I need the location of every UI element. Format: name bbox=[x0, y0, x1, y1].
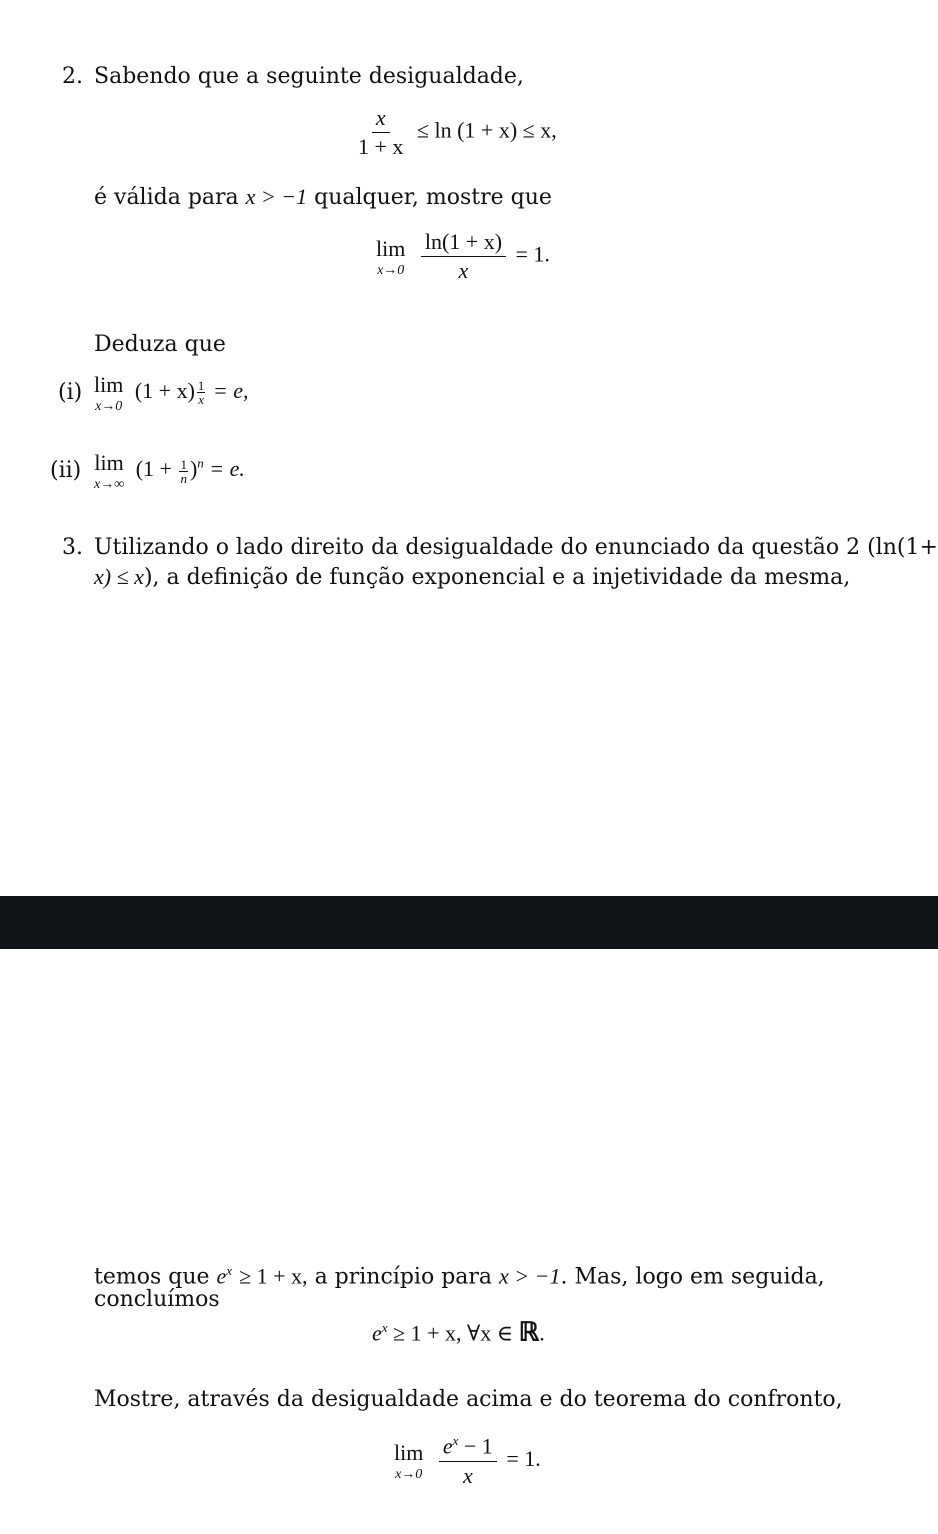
lim-subscript: x→0 bbox=[377, 262, 405, 278]
item-ii-pre: (1 + bbox=[135, 456, 172, 482]
cont-mid: a princípio para bbox=[314, 1264, 493, 1290]
continuation-line1 bbox=[94, 1258, 825, 1290]
validity-pre: é válida para bbox=[94, 185, 239, 210]
limit-fraction bbox=[421, 230, 506, 283]
lim-label: lim bbox=[376, 235, 406, 261]
fraction-numerator: ln(1 + x) bbox=[421, 230, 506, 257]
item-i-base: (1 + x) bbox=[134, 378, 195, 404]
lim-label: lim bbox=[94, 372, 124, 397]
limit-ln-equation bbox=[376, 230, 550, 283]
deduce-heading: Deduza que bbox=[94, 332, 226, 357]
limit-operator bbox=[394, 1440, 423, 1482]
limit-operator bbox=[376, 236, 405, 278]
eq-rest: ≥ 1 + x, ∀x ∈ bbox=[393, 1320, 514, 1346]
question-3-math: x) ≤ x bbox=[94, 564, 144, 589]
final-fraction bbox=[439, 1434, 497, 1488]
lim-label: lim bbox=[94, 450, 124, 475]
item-ii-post: ) bbox=[189, 456, 198, 482]
item-i-exponent bbox=[197, 379, 206, 406]
exp-base: e bbox=[442, 1433, 453, 1459]
validity-condition: x > −1 bbox=[245, 184, 308, 209]
fraction-denominator: 1 + x bbox=[358, 134, 404, 160]
exponent-numerator: 1 bbox=[197, 377, 205, 393]
lim-subscript: x→0 bbox=[95, 399, 123, 414]
item-i-equation bbox=[94, 372, 249, 414]
item-ii-exponent: n bbox=[197, 455, 204, 471]
question-2-number: 2. bbox=[62, 64, 83, 89]
exp-base: e bbox=[216, 1263, 227, 1289]
numerator-rest: − 1 bbox=[463, 1433, 493, 1459]
validity-line bbox=[94, 184, 552, 211]
validity-post: qualquer, mostre que bbox=[314, 185, 552, 210]
cont-inequality: ≥ 1 + x, bbox=[239, 1263, 308, 1289]
question-3-number: 3. bbox=[62, 535, 83, 560]
fraction-denominator: x bbox=[458, 258, 469, 284]
fraction-denominator: x bbox=[462, 1462, 473, 1488]
question-3-line1: Utilizando o lado direito da desigualdade do enunciado da questão 2 (ln(1+ bbox=[94, 535, 938, 560]
cont-post: . Mas, logo em seguida, bbox=[560, 1264, 825, 1290]
limit-operator bbox=[94, 372, 123, 414]
fraction-denominator: n bbox=[180, 470, 187, 486]
show-statement: Mostre, através da desigualdade acima e do teorema do confronto, bbox=[94, 1387, 843, 1412]
inequality-equation bbox=[350, 106, 557, 159]
item-ii-label: (ii) bbox=[50, 458, 82, 483]
limit-rhs: = 1. bbox=[515, 241, 550, 267]
limit-operator bbox=[94, 450, 124, 492]
final-limit-equation bbox=[394, 1434, 541, 1488]
exp-sup: x bbox=[226, 1263, 233, 1278]
fraction-numerator: x bbox=[372, 106, 390, 133]
question-3-line2 bbox=[94, 564, 850, 591]
item-i-label: (i) bbox=[58, 380, 83, 405]
final-rhs: = 1. bbox=[506, 1445, 541, 1471]
item-ii-equation bbox=[94, 450, 245, 492]
cont-pre: temos que bbox=[94, 1264, 210, 1290]
fraction-numerator bbox=[439, 1434, 497, 1462]
inequality-rest: ≤ ln (1 + x) ≤ x, bbox=[416, 117, 557, 143]
lim-subscript: x→∞ bbox=[94, 477, 125, 492]
exponent-denominator: x bbox=[198, 391, 205, 407]
exp-sup: x bbox=[381, 1320, 388, 1335]
exp-inequality-equation bbox=[372, 1315, 545, 1346]
fraction-numerator: 1 bbox=[180, 456, 187, 472]
lim-label: lim bbox=[394, 1439, 424, 1465]
item-ii-fraction bbox=[179, 458, 188, 485]
real-numbers-symbol: ℝ bbox=[518, 1317, 540, 1347]
lim-subscript: x→0 bbox=[395, 1466, 423, 1482]
cont-condition: x > −1 bbox=[499, 1263, 561, 1289]
exp-sup: x bbox=[452, 1433, 459, 1448]
inequality-fraction bbox=[354, 106, 407, 159]
continuation-line2: concluímos bbox=[94, 1287, 220, 1312]
question-3-line2-text: ), a definição de função exponencial e a injetividade da mesma, bbox=[143, 565, 851, 590]
question-2-intro: Sabendo que a seguinte desigualdade, bbox=[94, 64, 524, 89]
eq-end: . bbox=[539, 1320, 545, 1346]
item-i-rhs: = e, bbox=[212, 378, 249, 404]
item-ii-rhs: = e. bbox=[209, 456, 245, 482]
exp-base: e bbox=[372, 1320, 382, 1346]
black-bar bbox=[0, 896, 938, 949]
